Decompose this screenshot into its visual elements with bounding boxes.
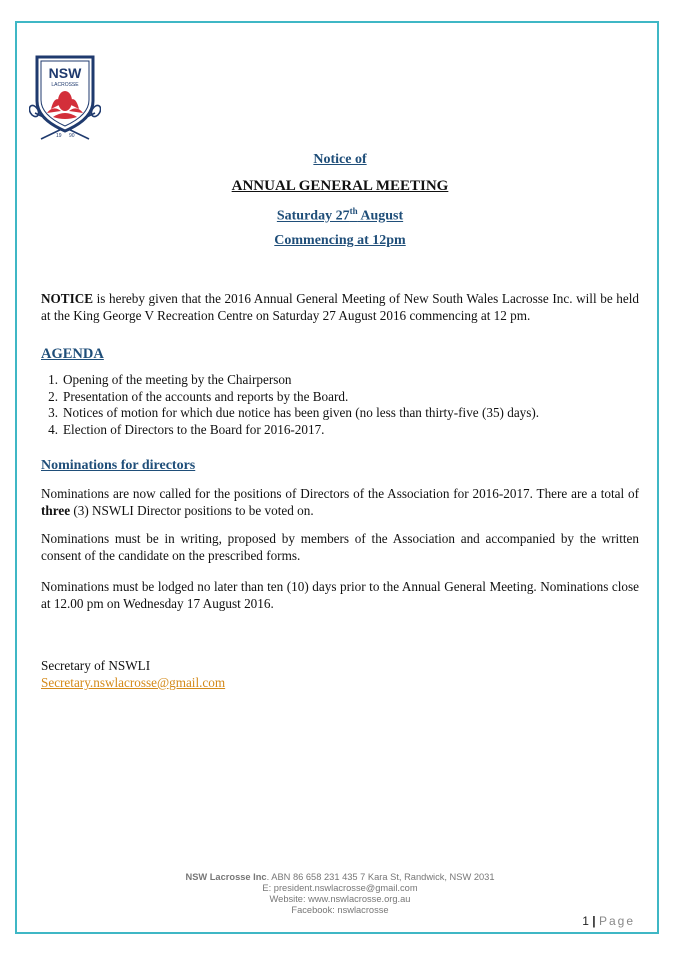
notice-paragraph [41, 290, 639, 324]
page-number-value: 1 [582, 914, 589, 928]
agenda-list [41, 372, 539, 438]
date-prefix: Saturday 27 [276, 208, 350, 224]
logo-year-left: 19 [56, 133, 62, 139]
page-separator: | [592, 914, 596, 928]
footer-address: . ABN 86 658 231 435 7 Kara St, Randwick, NSW 2031 [266, 872, 495, 882]
nsw-lacrosse-logo [29, 53, 101, 141]
agenda-item-number: 1. [48, 372, 58, 387]
footer-email: E: president.nswlacrosse@gmail.com [262, 883, 418, 893]
footer-facebook: Facebook: nswlacrosse [291, 905, 389, 915]
nominations-paragraph-3: Nominations must be lodged no later than ten (10) days prior to the Annual General Meeting. Nominations close at 12.00 pm on Wednesday 17 August 2016. [41, 579, 639, 611]
agenda-item [41, 422, 539, 439]
agenda-item-text: Election of Directors to the Board for 2016-2017. [63, 421, 325, 437]
footer [0, 872, 680, 916]
page-number [582, 914, 635, 928]
agenda-item [41, 389, 539, 406]
secretary-email-link[interactable]: Secretary.nswlacrosse@gmail.com [41, 675, 226, 690]
agenda-item-number: 3. [48, 405, 58, 420]
nominations-paragraph-2: Nominations must be in writing, proposed by members of the Association and accompanied by the written consent of the candidate on the prescribed forms. [41, 531, 639, 563]
meeting-title: ANNUAL GENERAL MEETING [231, 178, 449, 194]
notice-lead: NOTICE [41, 291, 94, 306]
notice-text: is hereby given that the 2016 Annual General Meeting of New South Wales Lacrosse Inc. will be held at the King George V Recreation Centre on Saturday 27 August 2016 commencing at 12 pm. [41, 291, 639, 323]
footer-org: NSW Lacrosse Inc [185, 872, 267, 882]
nominations-paragraph-1 [41, 485, 639, 519]
agenda-item-text: Notices of motion for which due notice has been given (no less than thirty-five (35) days). [63, 405, 540, 420]
footer-website: Website: www.nswlacrosse.org.au [269, 894, 411, 904]
date-suffix: August [357, 208, 404, 224]
nominations-p1-bold: three [41, 503, 71, 518]
agenda-item-text: Presentation of the accounts and reports by the Board. [63, 388, 349, 404]
agenda-item-number: 4. [48, 421, 58, 437]
agenda-item-number: 2. [48, 388, 58, 404]
signoff [41, 657, 225, 691]
meeting-time: Commencing at 12pm [274, 233, 406, 248]
nominations-heading: Nominations for directors [41, 458, 196, 473]
nominations-p1-text: Nominations are now called for the positions of Directors of the Association for 2016-2017. There are a total of [41, 486, 639, 501]
footer-line-1 [0, 872, 680, 883]
meeting-date [0, 206, 680, 225]
agenda-heading: AGENDA [41, 346, 104, 362]
agenda-item [41, 372, 539, 389]
logo-year-right: 90 [69, 133, 75, 139]
logo-lacrosse-text: LACROSSE [51, 82, 79, 88]
date-superscript: th [349, 206, 358, 216]
agenda-item [41, 405, 539, 422]
logo-nsw-text: NSW [48, 65, 82, 81]
agenda-item-text: Opening of the meeting by the Chairperson [63, 372, 292, 387]
nominations-p1-tail: (3) NSWLI Director positions to be voted on. [70, 503, 314, 518]
page-word: Page [598, 914, 635, 928]
notice-of-heading: Notice of [313, 152, 367, 167]
secretary-name: Secretary of NSWLI [41, 658, 151, 673]
